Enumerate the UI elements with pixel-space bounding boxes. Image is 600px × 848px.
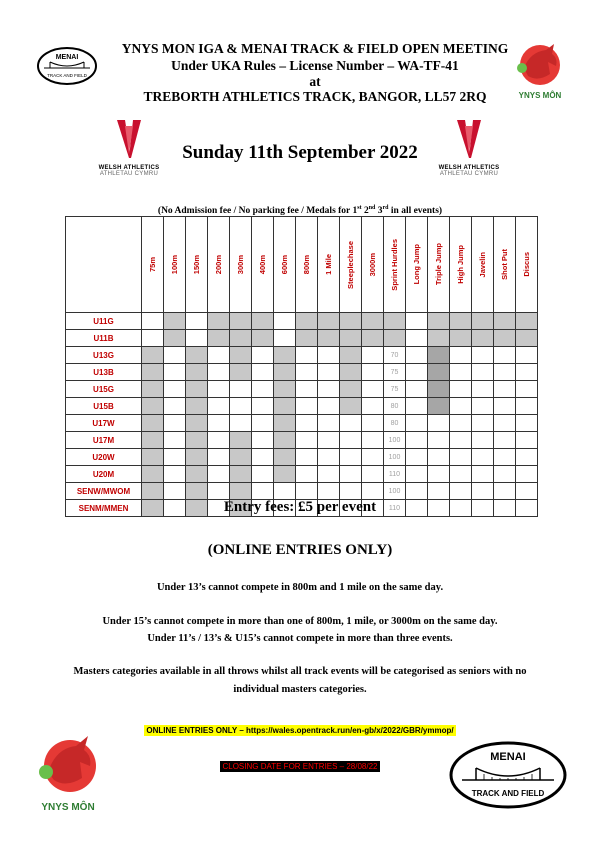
category-label: U11B <box>66 330 142 347</box>
event-cell <box>450 415 472 432</box>
event-cell <box>362 364 384 381</box>
not-available-cell <box>186 432 208 449</box>
event-cell <box>362 347 384 364</box>
event-cell <box>208 415 230 432</box>
event-cell <box>406 347 428 364</box>
hurdle-height-cell: 100 <box>384 432 406 449</box>
not-available-cell <box>362 330 384 347</box>
admission-notice: (No Admission fee / No parking fee / Medals for 1st 2nd 3rd in all events) <box>157 205 443 217</box>
category-label: U13B <box>66 364 142 381</box>
event-cell <box>494 415 516 432</box>
event-cell <box>208 347 230 364</box>
event-cell <box>208 381 230 398</box>
category-row <box>66 415 538 432</box>
not-available-cell <box>142 483 164 500</box>
event-cell <box>516 398 538 415</box>
event-cell <box>230 415 252 432</box>
not-available-cell <box>142 432 164 449</box>
not-available-cell <box>208 330 230 347</box>
not-available-cell <box>472 313 494 330</box>
not-available-cell <box>230 313 252 330</box>
event-cell <box>318 432 340 449</box>
svg-text:TRACK AND FIELD: TRACK AND FIELD <box>47 73 87 78</box>
event-cell <box>428 415 450 432</box>
not-available-cell <box>274 381 296 398</box>
rule-masters-2: individual masters categories. <box>233 684 367 695</box>
event-cell <box>472 381 494 398</box>
not-available-cell <box>428 364 450 381</box>
not-available-cell <box>186 449 208 466</box>
hurdle-height-cell: 110 <box>384 500 406 517</box>
event-cell <box>362 449 384 466</box>
corner-cell <box>66 217 142 313</box>
not-available-cell <box>450 330 472 347</box>
event-cell <box>274 313 296 330</box>
event-label: 150m <box>192 254 201 275</box>
event-cell <box>340 449 362 466</box>
not-available-cell <box>142 415 164 432</box>
not-available-cell <box>142 449 164 466</box>
at-line: at <box>309 74 321 89</box>
event-header <box>164 217 186 313</box>
not-available-cell <box>472 330 494 347</box>
event-cell <box>406 381 428 398</box>
not-available-cell <box>296 313 318 330</box>
event-cell <box>186 313 208 330</box>
event-cell <box>428 466 450 483</box>
online-only: (ONLINE ENTRIES ONLY) <box>207 542 393 558</box>
category-row <box>66 381 538 398</box>
category-label: SENM/MMEN <box>66 500 142 517</box>
not-available-cell <box>142 347 164 364</box>
event-cell <box>494 432 516 449</box>
not-available-cell <box>186 483 208 500</box>
venue-line: TREBORTH ATHLETICS TRACK, BANGOR, LL57 2RQ <box>143 89 487 104</box>
not-available-cell <box>450 313 472 330</box>
hurdle-height-cell: 80 <box>384 415 406 432</box>
event-grid <box>65 216 538 517</box>
menai-logo <box>36 46 98 86</box>
not-available-cell <box>274 466 296 483</box>
not-available-cell <box>428 398 450 415</box>
event-cell <box>450 398 472 415</box>
not-available-cell <box>142 398 164 415</box>
event-cell <box>340 466 362 483</box>
event-cell <box>406 313 428 330</box>
event-cell <box>406 432 428 449</box>
not-available-cell <box>142 381 164 398</box>
event-label: Steeplechase <box>346 240 355 289</box>
not-available-cell <box>296 330 318 347</box>
not-available-cell <box>186 398 208 415</box>
event-cell <box>318 398 340 415</box>
not-available-cell <box>274 449 296 466</box>
hurdle-height-cell: 75 <box>384 364 406 381</box>
event-cell <box>406 466 428 483</box>
event-header <box>318 217 340 313</box>
event-header <box>230 217 252 313</box>
event-cell <box>274 330 296 347</box>
category-row <box>66 449 538 466</box>
not-available-cell <box>230 449 252 466</box>
event-cell <box>516 432 538 449</box>
not-available-cell <box>230 347 252 364</box>
not-available-cell <box>340 347 362 364</box>
category-row <box>66 432 538 449</box>
event-header <box>142 217 164 313</box>
event-label: 300m <box>236 254 245 275</box>
event-cell <box>296 364 318 381</box>
event-cell <box>164 398 186 415</box>
event-cell <box>450 483 472 500</box>
event-cell <box>516 466 538 483</box>
event-cell <box>252 449 274 466</box>
event-cell <box>516 347 538 364</box>
event-cell <box>494 466 516 483</box>
event-label: Shot Put <box>500 249 509 280</box>
event-cell <box>142 313 164 330</box>
event-cell <box>450 364 472 381</box>
welsh-athletics-mark-icon <box>449 118 489 160</box>
event-cell <box>406 330 428 347</box>
not-available-cell <box>516 330 538 347</box>
category-label: U17M <box>66 432 142 449</box>
event-cell <box>318 415 340 432</box>
closing-date: CLOSING DATE FOR ENTRIES – 28/08/22 <box>222 762 378 771</box>
hurdle-height-cell: 80 <box>384 398 406 415</box>
event-cell <box>472 364 494 381</box>
event-cell <box>494 347 516 364</box>
not-available-cell <box>516 313 538 330</box>
event-cell <box>362 381 384 398</box>
rule-u15: Under 15’s cannot compete in more than one of 800m, 1 mile, or 3000m on the same day. <box>102 616 498 627</box>
not-available-cell <box>340 313 362 330</box>
category-label: U15B <box>66 398 142 415</box>
event-cell <box>406 449 428 466</box>
event-cell <box>318 483 340 500</box>
meeting-title: YNYS MON IGA & MENAI TRACK & FIELD OPEN MEETING <box>121 41 509 56</box>
hurdle-height-cell: 100 <box>384 449 406 466</box>
entry-fees: Entry fees: £5 per event <box>223 499 377 515</box>
event-cell <box>252 364 274 381</box>
event-cell <box>472 432 494 449</box>
event-cell <box>450 347 472 364</box>
event-cell <box>318 364 340 381</box>
event-table <box>65 216 538 517</box>
event-header-row <box>66 217 538 313</box>
event-cell <box>164 432 186 449</box>
event-cell <box>208 449 230 466</box>
not-available-cell <box>340 381 362 398</box>
event-cell <box>252 347 274 364</box>
event-cell <box>362 432 384 449</box>
event-cell <box>406 398 428 415</box>
event-cell <box>318 347 340 364</box>
category-label: U11G <box>66 313 142 330</box>
svg-text:MENAI: MENAI <box>490 751 526 763</box>
not-available-cell <box>186 347 208 364</box>
ynys-mon-logo <box>508 40 572 102</box>
event-cell <box>472 415 494 432</box>
ynys-mon-logo-bottom <box>30 732 106 816</box>
event-label: Long Jump <box>412 244 421 285</box>
event-header <box>362 217 384 313</box>
not-available-cell <box>142 466 164 483</box>
entries-link[interactable]: ONLINE ENTRIES ONLY – https://wales.opentrack.run/en-gb/x/2022/GBR/ymmop/ <box>146 726 454 735</box>
not-available-cell <box>230 483 252 500</box>
not-available-cell <box>340 330 362 347</box>
category-label: SENW/MWOM <box>66 483 142 500</box>
event-cell <box>252 466 274 483</box>
rule-u13: Under 13’s cannot compete in 800m and 1 mile on the same day. <box>156 582 444 593</box>
event-cell <box>318 449 340 466</box>
event-cell <box>164 415 186 432</box>
event-cell <box>472 449 494 466</box>
not-available-cell <box>186 381 208 398</box>
category-label: U13G <box>66 347 142 364</box>
not-available-cell <box>384 330 406 347</box>
event-cell <box>296 466 318 483</box>
event-label: 3000m <box>368 252 377 277</box>
not-available-cell <box>362 313 384 330</box>
not-available-cell <box>340 364 362 381</box>
event-label: High Jump <box>456 245 465 284</box>
event-label: Sprint Hurdles <box>390 238 399 291</box>
not-available-cell <box>164 313 186 330</box>
not-available-cell <box>428 381 450 398</box>
category-label: U15G <box>66 381 142 398</box>
event-cell <box>450 381 472 398</box>
not-available-cell <box>318 313 340 330</box>
event-cell <box>252 415 274 432</box>
event-cell <box>494 483 516 500</box>
event-header <box>208 217 230 313</box>
event-cell <box>208 466 230 483</box>
not-available-cell <box>494 330 516 347</box>
event-cell <box>472 347 494 364</box>
event-cell <box>164 347 186 364</box>
event-header <box>406 217 428 313</box>
not-available-cell <box>340 398 362 415</box>
hurdle-height-cell: 70 <box>384 347 406 364</box>
category-row <box>66 398 538 415</box>
not-available-cell <box>142 364 164 381</box>
hurdle-height-cell: 110 <box>384 466 406 483</box>
event-cell <box>362 466 384 483</box>
event-cell <box>296 398 318 415</box>
event-cell <box>164 381 186 398</box>
event-cell <box>472 466 494 483</box>
event-header <box>494 217 516 313</box>
event-header <box>340 217 362 313</box>
svg-text:YNYS MÔN: YNYS MÔN <box>41 802 95 813</box>
event-cell <box>252 398 274 415</box>
event-cell <box>362 398 384 415</box>
license-line: Under UKA Rules – License Number – WA-TF-41 <box>171 58 459 73</box>
not-available-cell <box>318 330 340 347</box>
event-cell <box>494 364 516 381</box>
event-cell <box>274 483 296 500</box>
event-cell <box>340 483 362 500</box>
event-cell <box>142 330 164 347</box>
event-header <box>450 217 472 313</box>
event-cell <box>208 364 230 381</box>
event-cell <box>296 432 318 449</box>
event-cell <box>164 466 186 483</box>
event-label: 600m <box>280 254 289 275</box>
event-cell <box>450 432 472 449</box>
event-cell <box>340 432 362 449</box>
event-label: 75m <box>148 256 157 272</box>
event-cell <box>472 398 494 415</box>
not-available-cell <box>428 330 450 347</box>
category-row <box>66 330 538 347</box>
welsh-athletics-logo-right: WELSH ATHLETICS ATHLETAU CYMRU <box>438 118 500 180</box>
welsh-athletics-mark-icon <box>109 118 149 160</box>
event-cell <box>494 398 516 415</box>
hurdle-height-cell: 100 <box>384 483 406 500</box>
event-cell <box>164 483 186 500</box>
category-row <box>66 483 538 500</box>
category-row <box>66 364 538 381</box>
not-available-cell <box>230 330 252 347</box>
event-label: 400m <box>258 254 267 275</box>
welsh-athletics-logo-left: WELSH ATHLETICS ATHLETAU CYMRU <box>98 118 160 180</box>
event-cell <box>296 449 318 466</box>
not-available-cell <box>252 313 274 330</box>
not-available-cell <box>274 347 296 364</box>
not-available-cell <box>274 432 296 449</box>
meeting-date: Sunday 11th September 2022 <box>182 142 418 163</box>
event-cell <box>406 415 428 432</box>
rule-event-limit: Under 11’s / 13’s & U15’s cannot compete in more than three events. <box>147 633 453 644</box>
event-label: 800m <box>302 254 311 275</box>
event-header <box>384 217 406 313</box>
category-row <box>66 466 538 483</box>
event-cell <box>208 398 230 415</box>
not-available-cell <box>428 313 450 330</box>
rule-masters-1: Masters categories available in all throws whilst all track events will be categorised as seniors with no <box>73 666 527 677</box>
event-cell <box>428 483 450 500</box>
not-available-cell <box>274 398 296 415</box>
event-cell <box>252 432 274 449</box>
event-header <box>252 217 274 313</box>
not-available-cell <box>208 313 230 330</box>
not-available-cell <box>186 364 208 381</box>
event-label: Javelin <box>478 251 487 278</box>
svg-text:MENAI: MENAI <box>55 54 79 61</box>
event-label: 1 Mile <box>324 254 333 275</box>
event-label: Discus <box>522 252 531 277</box>
event-cell <box>516 415 538 432</box>
category-label: U20M <box>66 466 142 483</box>
svg-text:TRACK AND FIELD: TRACK AND FIELD <box>471 789 545 798</box>
event-cell <box>362 415 384 432</box>
not-available-cell <box>164 330 186 347</box>
event-cell <box>252 483 274 500</box>
event-label: 200m <box>214 254 223 275</box>
not-available-cell <box>384 313 406 330</box>
event-cell <box>472 483 494 500</box>
event-header <box>516 217 538 313</box>
event-cell <box>296 381 318 398</box>
event-cell <box>318 466 340 483</box>
event-cell <box>516 449 538 466</box>
event-cell <box>296 347 318 364</box>
event-cell <box>296 483 318 500</box>
event-cell <box>494 449 516 466</box>
event-header <box>428 217 450 313</box>
not-available-cell <box>428 347 450 364</box>
event-header <box>296 217 318 313</box>
not-available-cell <box>252 330 274 347</box>
event-cell <box>428 432 450 449</box>
event-cell <box>494 381 516 398</box>
event-label: 100m <box>170 254 179 275</box>
event-cell <box>164 449 186 466</box>
event-cell <box>186 330 208 347</box>
not-available-cell <box>274 415 296 432</box>
not-available-cell <box>230 364 252 381</box>
category-row <box>66 313 538 330</box>
not-available-cell <box>230 432 252 449</box>
event-cell <box>208 483 230 500</box>
menai-logo-bottom <box>448 740 568 810</box>
category-row <box>66 347 538 364</box>
category-label: U17W <box>66 415 142 432</box>
event-cell <box>406 483 428 500</box>
event-cell <box>362 483 384 500</box>
event-cell <box>516 483 538 500</box>
event-cell <box>516 364 538 381</box>
not-available-cell <box>494 313 516 330</box>
event-cell <box>318 381 340 398</box>
event-cell <box>208 432 230 449</box>
category-label: U20W <box>66 449 142 466</box>
event-cell <box>428 449 450 466</box>
not-available-cell <box>186 466 208 483</box>
event-cell <box>252 381 274 398</box>
not-available-cell <box>274 364 296 381</box>
not-available-cell <box>230 466 252 483</box>
event-cell <box>406 364 428 381</box>
event-header <box>274 217 296 313</box>
event-cell <box>164 364 186 381</box>
svg-text:YNYS MÔN: YNYS MÔN <box>518 91 562 100</box>
hurdle-height-cell: 75 <box>384 381 406 398</box>
event-cell <box>450 449 472 466</box>
event-cell <box>230 381 252 398</box>
not-available-cell <box>186 415 208 432</box>
event-label: Triple Jump <box>434 243 443 286</box>
event-cell <box>296 415 318 432</box>
event-cell <box>450 466 472 483</box>
event-header <box>186 217 208 313</box>
event-cell <box>340 415 362 432</box>
event-cell <box>230 398 252 415</box>
event-header <box>472 217 494 313</box>
event-cell <box>516 381 538 398</box>
